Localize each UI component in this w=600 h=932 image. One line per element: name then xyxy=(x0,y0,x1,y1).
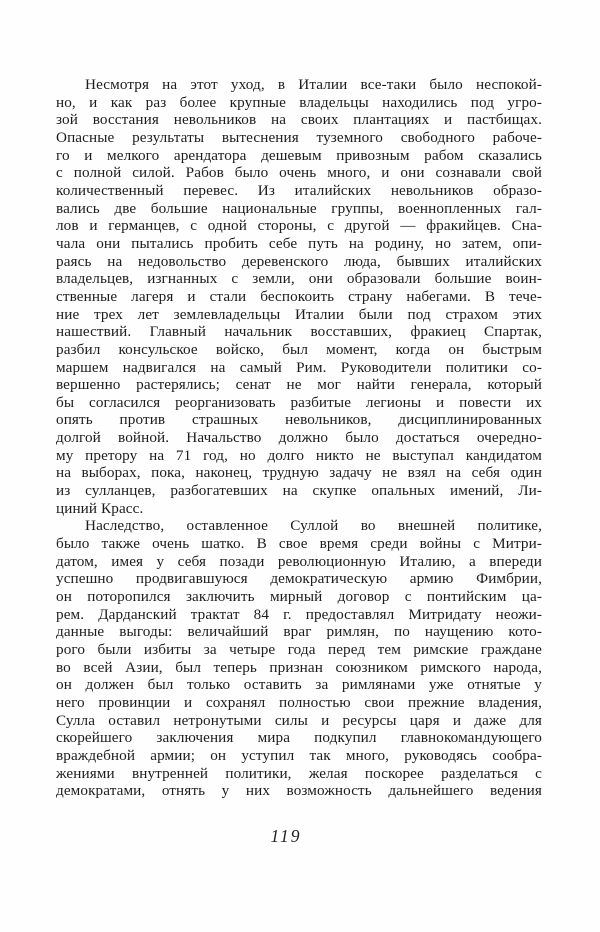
text-line: но, и как раз более крупные владельцы находились под угро- xyxy=(56,93,542,111)
paragraph xyxy=(56,517,542,800)
text-line: разбил консульское войско, был момент, когда он быстрым xyxy=(56,340,542,358)
text-line: жениями внутренней политики, желая поскорее разделаться с xyxy=(56,764,542,782)
text-line: го и мелкого арендатора дешевым привозным рабом сказались xyxy=(56,146,542,164)
text-line: нашествий. Главный начальник восставших, фракиец Спартак, xyxy=(56,323,542,341)
page-text xyxy=(56,76,542,800)
text-line: враждебной армии; он уступил так много, руководясь сообра- xyxy=(56,746,542,764)
text-line: зой восстания невольников на своих плантациях и пастбищах. xyxy=(56,111,542,129)
text-line: ственные лагеря и стали беспокоить страну набегами. В тече- xyxy=(56,287,542,305)
page-number: 119 xyxy=(270,826,302,846)
text-line: бы согласился реорганизовать разбитые легионы и повести их xyxy=(56,393,542,411)
text-line: количественный перевес. Из италийских невольников образо- xyxy=(56,181,542,199)
text-line: лов и германцев, с одной стороны, с другой — фракийцев. Сна- xyxy=(56,217,542,235)
text-line: Несмотря на этот уход, в Италии все-таки было неспокой- xyxy=(85,76,542,93)
text-line: на выборах, пока, наконец, трудную задачу не взял на себя один xyxy=(56,464,542,482)
text-line: раясь на недовольство деревенского люда, бывших италийских xyxy=(56,252,542,270)
text-line: вершенно растерялись; сенат не мог найти генерала, который xyxy=(56,376,542,394)
text-line: владельцев, изгнанных с земли, они образовали большие воин- xyxy=(56,270,542,288)
text-line: Опасные результаты вытеснения туземного свободного рабоче- xyxy=(56,128,542,146)
text-line: рем. Дарданский трактат 84 г. предоставлял Митридату неожи- xyxy=(56,605,542,623)
text-line: му претору на 71 год, но долго никто не выступал кандидатом xyxy=(56,446,542,464)
text-line: вались две большие национальные группы, военнопленных гал- xyxy=(56,199,542,217)
text-line: Сулла оставил нетронутыми силы и ресурсы царя и даже для xyxy=(56,711,542,729)
text-line: скорейшего заключения мира подкупил главнокомандующего xyxy=(56,729,542,747)
text-line: данные выгоды: величайший враг римлян, по наущению кото- xyxy=(56,623,542,641)
paragraph xyxy=(56,76,542,517)
text-line: рого были избиты за четыре года перед тем римские граждане xyxy=(56,641,542,658)
text-line: было также очень шатко. В свое время среди войны с Митри- xyxy=(56,535,542,553)
text-line: циний Красс. xyxy=(56,499,144,517)
text-line: из сулланцев, разбогатевших на скупке опальных имений, Ли- xyxy=(56,482,542,500)
text-line: успешно продвигавшуюся демократическую армию Фимбрии, xyxy=(56,570,542,588)
text-line: опять против страшных невольников, дисциплинированных xyxy=(56,411,542,429)
text-line: с полной силой. Рабов было очень много, и они сознавали свой xyxy=(56,164,542,182)
text-line: чала они пытались пробить себе путь на родину, но затем, опи- xyxy=(56,234,542,252)
text-line: ние трех лет землевладельцы Италии были под страхом этих xyxy=(56,305,542,323)
text-line: Наследство, оставленное Суллой во внешней политике, xyxy=(85,517,542,535)
text-line: демократами, отнять у них возможность дальнейшего ведения xyxy=(56,782,542,800)
text-line: он должен был только оставить за римлянами уже отнятые у xyxy=(56,676,542,694)
text-line: во всей Азии, был теперь признан союзником римского народа, xyxy=(56,658,542,676)
text-line: него провинции и сохранял полностью свои прежние владения, xyxy=(56,693,542,711)
text-line: маршем надвигался на самый Рим. Руководители политики со- xyxy=(56,358,542,376)
text-line: долгой войной. Начальство должно было достаться очередно- xyxy=(56,429,542,447)
text-line: датом, имея у себя позади революционную Италию, а впереди xyxy=(56,552,542,570)
text-line: он поторопился заключить мирный договор с понтийским ца- xyxy=(56,588,542,606)
